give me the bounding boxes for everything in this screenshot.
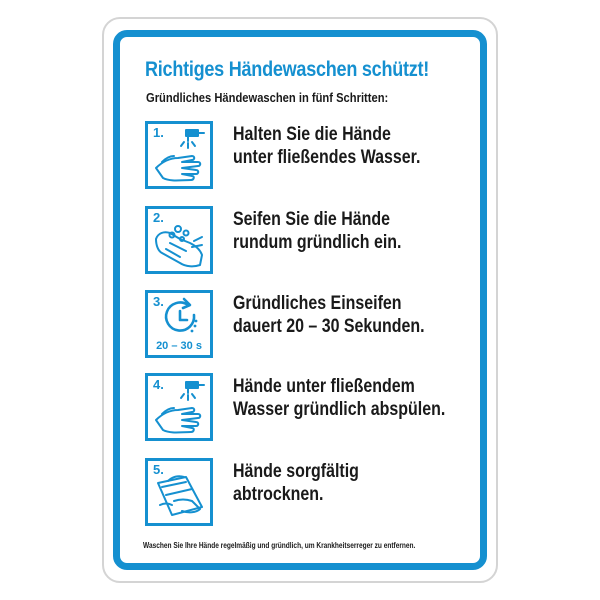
step-5-icon-box: [145, 458, 213, 526]
step-3: [145, 290, 475, 362]
sign-subtitle: Gründliches Händewaschen in fünf Schritten:: [146, 90, 389, 105]
step-4-line-2: Wasser gründlich abspülen.: [233, 399, 446, 420]
step-1-icon-box: [145, 121, 213, 189]
step-5-number: 5.: [153, 462, 164, 477]
step-5-line-2: abtrocknen.: [233, 484, 324, 505]
step-3-text: [233, 292, 485, 338]
sign-footer: Waschen Sie Ihre Hände regelmäßig und gründlich, um Krankheitserreger zu entfernen.: [143, 541, 416, 550]
step-2-icon-box: [145, 206, 213, 274]
step-2-text: [233, 208, 485, 254]
step-5-text: [233, 460, 485, 506]
step-4-text: [233, 375, 485, 421]
step-3-number: 3.: [153, 294, 164, 309]
step-2-line-1: Seifen Sie die Hände: [233, 209, 391, 230]
step-1-text: [233, 123, 485, 169]
step-2-number: 2.: [153, 210, 164, 225]
step-4-icon-box: [145, 373, 213, 441]
step-3-line-1: Gründliches Einseifen: [233, 293, 402, 314]
step-3-line-2: dauert 20 – 30 Sekunden.: [233, 316, 425, 337]
step-1-line-1: Halten Sie die Hände: [233, 124, 391, 145]
step-4-line-1: Hände unter fließendem: [233, 376, 415, 397]
timer-label: 20 – 30 s: [156, 340, 202, 352]
step-2: [145, 206, 475, 278]
sign-title: Richtiges Händewaschen schützt!: [145, 58, 430, 81]
step-1: [145, 121, 475, 193]
step-5-line-1: Hände sorgfältig: [233, 461, 359, 482]
step-2-line-2: rundum gründlich ein.: [233, 232, 402, 253]
step-5: [145, 458, 475, 530]
step-1-number: 1.: [153, 125, 164, 140]
step-3-icon-box: [145, 290, 213, 358]
step-4: [145, 373, 475, 445]
step-1-line-2: unter fließendes Wasser.: [233, 147, 421, 168]
step-4-number: 4.: [153, 377, 164, 392]
